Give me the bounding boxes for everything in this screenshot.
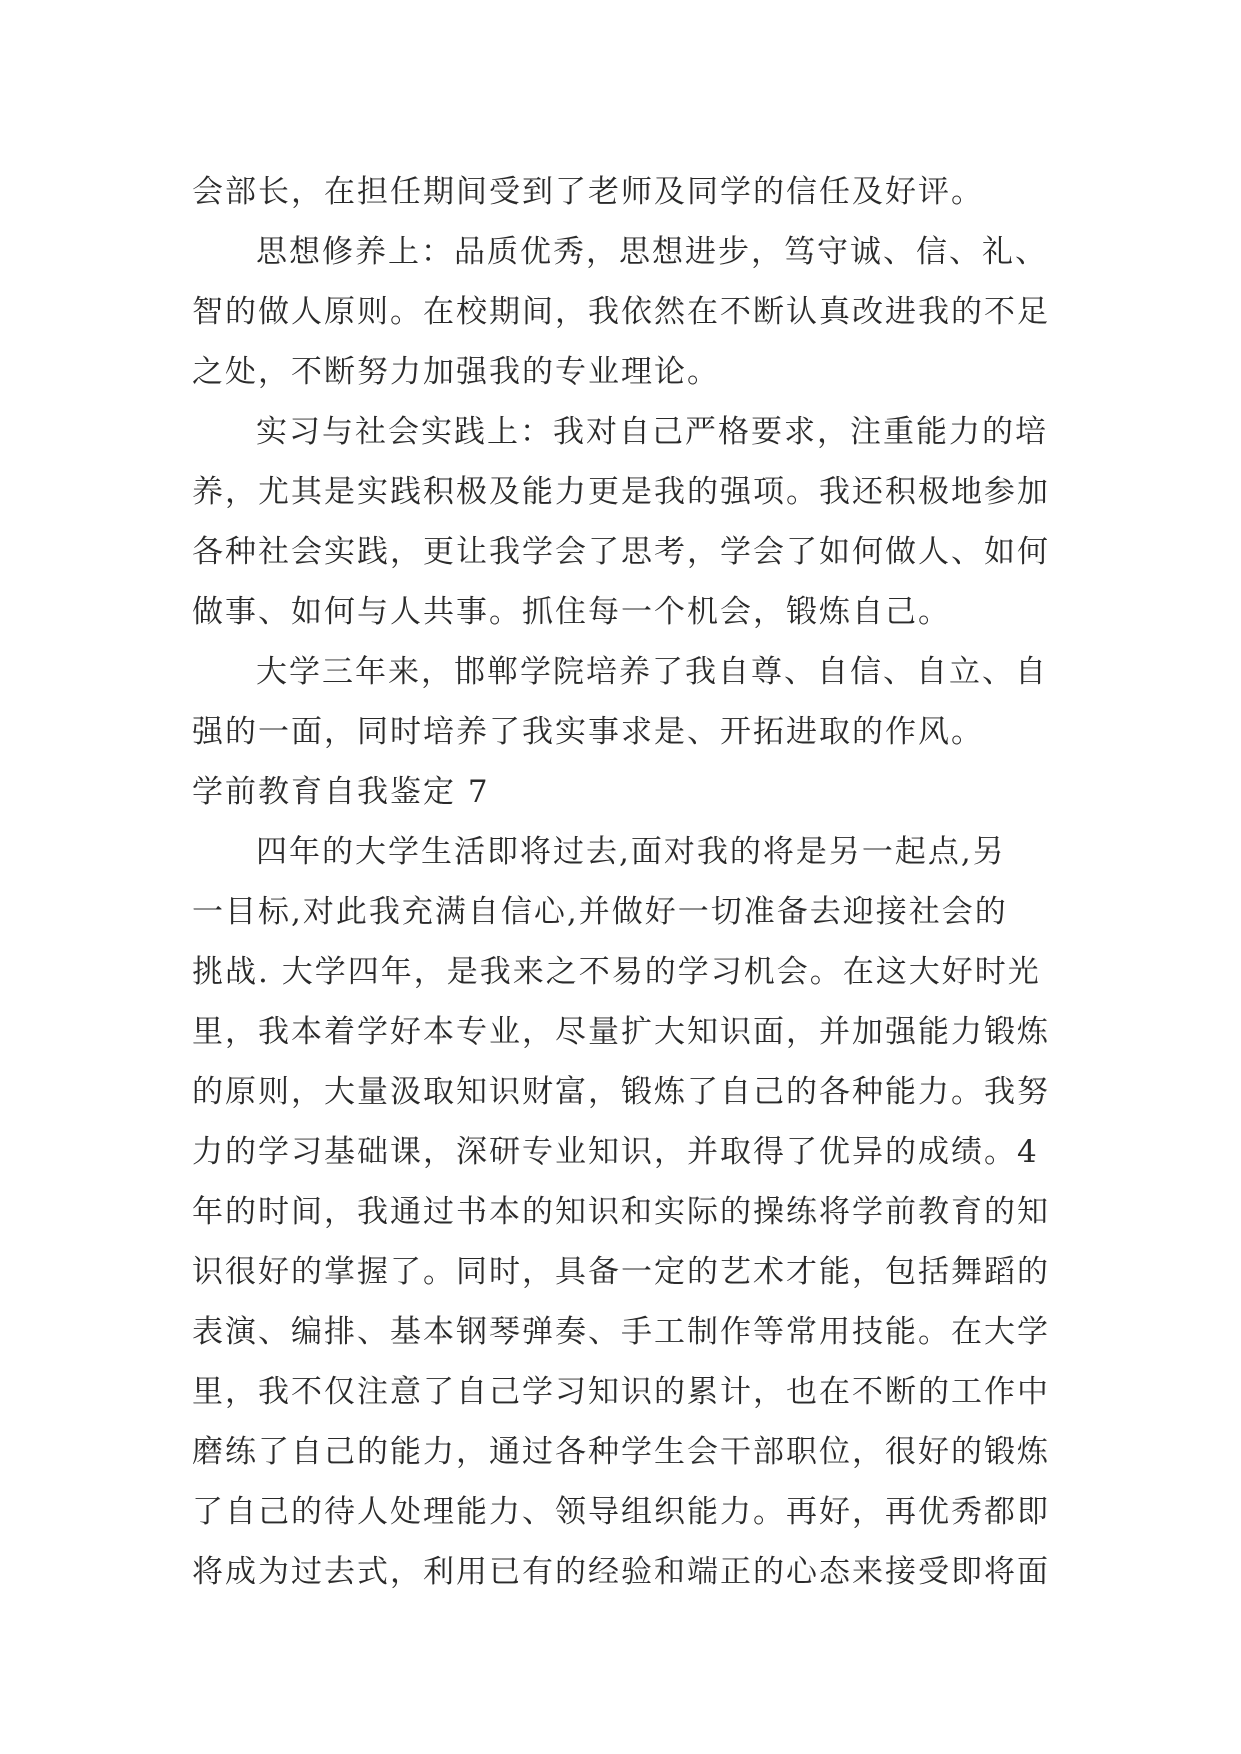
text-line: 识很好的掌握了。同时，具备一定的艺术才能，包括舞蹈的 (192, 1254, 1050, 1290)
text-line: 里，我本着学好本专业，尽量扩大知识面，并加强能力锻炼 (192, 1014, 1050, 1050)
text-line: 表演、编排、基本钢琴弹奏、手工制作等常用技能。在大学 (192, 1314, 1050, 1350)
text-line: 做事、如何与人共事。抓住每一个机会，锻炼自己。 (192, 594, 951, 630)
paragraph-start-line: 大学三年来，邯郸学院培养了我自尊、自信、自立、自 (256, 654, 1048, 690)
paragraph-start-line: 思想修养上：品质优秀，思想进步，笃守诚、信、礼、 (256, 234, 1048, 270)
text-line: 力的学习基础课，深研专业知识，并取得了优异的成绩。4 (192, 1134, 1039, 1170)
text-line: 磨练了自己的能力，通过各种学生会干部职位，很好的锻炼 (192, 1434, 1050, 1470)
text-line: 智的做人原则。在校期间，我依然在不断认真改进我的不足 (192, 294, 1050, 330)
text-line: 养，尤其是实践积极及能力更是我的强项。我还积极地参加 (192, 474, 1050, 510)
text-line: 将成为过去式，利用已有的经验和端正的心态来接受即将面 (192, 1554, 1050, 1590)
text-line: 强的一面，同时培养了我实事求是、开拓进取的作风。 (192, 714, 984, 750)
paragraph-start-line: 实习与社会实践上：我对自己严格要求，注重能力的培 (256, 414, 1048, 450)
text-line: 各种社会实践，更让我学会了思考，学会了如何做人、如何 (192, 534, 1050, 570)
text-line: 之处，不断努力加强我的专业理论。 (192, 354, 720, 390)
text-line: 里，我不仅注意了自己学习知识的累计，也在不断的工作中 (192, 1374, 1050, 1410)
text-line: 挑战. 大学四年，是我来之不易的学习机会。在这大好时光 (192, 954, 1041, 990)
paragraph-start-line: 四年的大学生活即将过去,面对我的将是另一起点,另 (256, 834, 1006, 870)
text-line: 会部长，在担任期间受到了老师及同学的信任及好评。 (192, 174, 984, 210)
document-body (192, 162, 1072, 1602)
text-line: 年的时间，我通过书本的知识和实际的操练将学前教育的知 (192, 1194, 1050, 1230)
text-line: 了自己的待人处理能力、领导组织能力。再好，再优秀都即 (192, 1494, 1050, 1530)
text-line: 一目标,对此我充满自信心,并做好一切准备去迎接社会的 (192, 894, 1008, 930)
section-heading: 学前教育自我鉴定 7 (192, 774, 490, 810)
text-line: 的原则，大量汲取知识财富，锻炼了自己的各种能力。我努 (192, 1074, 1050, 1110)
